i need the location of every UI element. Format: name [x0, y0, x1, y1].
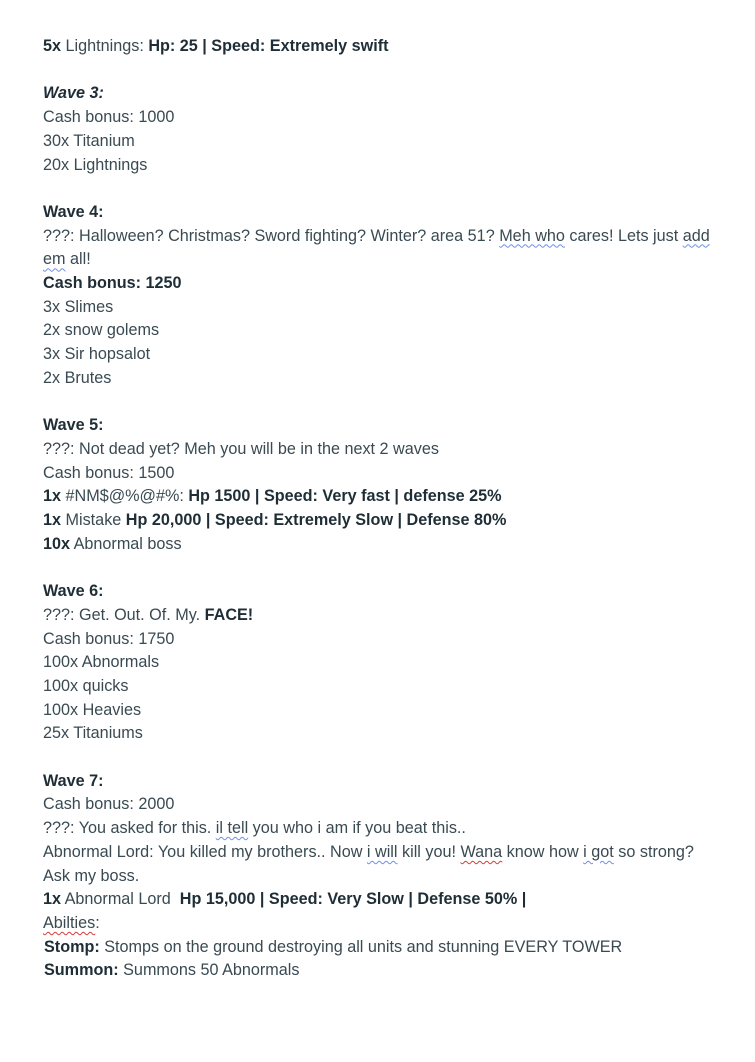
- dialog-text: you who i am if you beat this..: [248, 819, 466, 838]
- blank-line: [43, 556, 733, 580]
- ability-name: Summon:: [44, 961, 119, 980]
- blank-line: [43, 59, 733, 83]
- wave-5-boss: [43, 485, 733, 509]
- grammar-suggestion[interactable]: add em: [43, 226, 710, 269]
- wave-7-title: Wave 7:: [43, 771, 104, 790]
- wave-4-enemy: 2x snow golems: [43, 321, 160, 340]
- dialog-text: ???: You asked for this.: [43, 819, 216, 838]
- grammar-suggestion[interactable]: i got: [583, 842, 614, 861]
- wave-3-enemy: 30x Titanium: [43, 131, 135, 150]
- wave-4-enemy: 2x Brutes: [43, 368, 112, 387]
- enemy-stats: Hp: 25 | Speed: Extremely swift: [148, 37, 389, 55]
- wave-6-enemy: 100x Abnormals: [43, 653, 160, 672]
- wave-4-enemy: 3x Slimes: [43, 297, 114, 316]
- wave-5-boss: [43, 509, 733, 533]
- wave-4-cash: Cash bonus: 1250: [43, 274, 182, 292]
- enemy-stats: Hp 1500 | Speed: Very fast | defense 25%: [188, 487, 502, 506]
- wave-4-dialog: [43, 225, 719, 272]
- enemy-name: Abnormal boss: [70, 534, 182, 553]
- wave-5-dialog: ???: Not dead yet? Meh you will be in the next 2 waves: [43, 439, 439, 458]
- document-page: [43, 35, 733, 983]
- lightnings-line: [43, 35, 733, 59]
- dialog-text: ???: Get. Out. Of. My.: [43, 605, 205, 624]
- enemy-name: Lightnings:: [61, 37, 149, 55]
- wave-3-enemy: 20x Lightnings: [43, 155, 148, 174]
- wave-4-enemy: 3x Sir hopsalot: [43, 345, 151, 364]
- ability-name: Stomp:: [44, 937, 100, 956]
- dialog-text: kill you!: [397, 842, 461, 861]
- wave-7-lord-dialog: [43, 841, 715, 888]
- wave-7-boss: [43, 888, 733, 912]
- spelling-error[interactable]: Abilties: [43, 913, 96, 932]
- wave-6-enemy: 100x quicks: [43, 676, 129, 695]
- ability-summon: [43, 959, 733, 983]
- blank-line: [43, 746, 733, 770]
- dialog-text: cares! Lets just: [564, 226, 683, 245]
- abilities-label: [43, 912, 733, 936]
- enemy-name: Mistake: [61, 511, 126, 530]
- spelling-error[interactable]: Wana: [460, 842, 503, 861]
- wave-6-enemy: 100x Heavies: [43, 700, 142, 719]
- wave-6-cash: Cash bonus: 1750: [43, 629, 175, 648]
- enemy-stats: Hp 20,000 | Speed: Extremely Slow | Defense 80%: [125, 511, 507, 530]
- enemy-count: 1x: [43, 890, 62, 909]
- dialog-emphasis: FACE!: [204, 605, 254, 624]
- ability-desc: Stomps on the ground destroying all units and stunning EVERY TOWER: [99, 937, 623, 956]
- dialog-text: ???: Halloween? Christmas? Sword fighting? Winter? area 51?: [43, 226, 500, 245]
- enemy-count: 1x: [43, 511, 62, 530]
- wave-6-enemy: 25x Titaniums: [43, 724, 143, 743]
- blank-line: [43, 391, 733, 415]
- wave-5-boss: [43, 533, 733, 557]
- enemy-count: 1x: [43, 487, 62, 506]
- dialog-text: so strong? Ask my boss.: [43, 842, 694, 885]
- enemy-name: #NM$@%@#%:: [61, 487, 189, 506]
- wave-3-title: Wave 3:: [43, 84, 104, 103]
- grammar-suggestion[interactable]: il tell: [215, 819, 249, 838]
- wave-3-cash: Cash bonus: 1000: [43, 108, 175, 127]
- wave-4-title: Wave 4:: [43, 202, 104, 221]
- enemy-stats: Hp 15,000 | Speed: Very Slow | Defense 50% |: [179, 890, 527, 909]
- enemy-count: 10x: [43, 534, 71, 553]
- wave-6-title: Wave 6:: [43, 582, 104, 601]
- ability-stomp: [43, 936, 733, 960]
- grammar-suggestion[interactable]: Meh who: [499, 226, 565, 245]
- dialog-text: all!: [65, 250, 91, 269]
- colon: :: [95, 913, 100, 932]
- blank-line: [43, 177, 733, 201]
- wave-7-cash: Cash bonus: 2000: [43, 795, 175, 814]
- dialog-text: know how: [502, 842, 584, 861]
- wave-5-title: Wave 5:: [43, 416, 104, 435]
- grammar-suggestion[interactable]: i will: [366, 842, 398, 861]
- enemy-name: Abnormal Lord: [61, 890, 180, 909]
- wave-5-cash: Cash bonus: 1500: [43, 463, 175, 482]
- wave-7-dialog: [43, 817, 733, 841]
- dialog-text: Abnormal Lord: You killed my brothers.. Now: [43, 842, 367, 861]
- ability-desc: Summons 50 Abnormals: [118, 961, 300, 980]
- enemy-count: 5x: [43, 37, 62, 55]
- wave-6-dialog: [43, 604, 733, 628]
